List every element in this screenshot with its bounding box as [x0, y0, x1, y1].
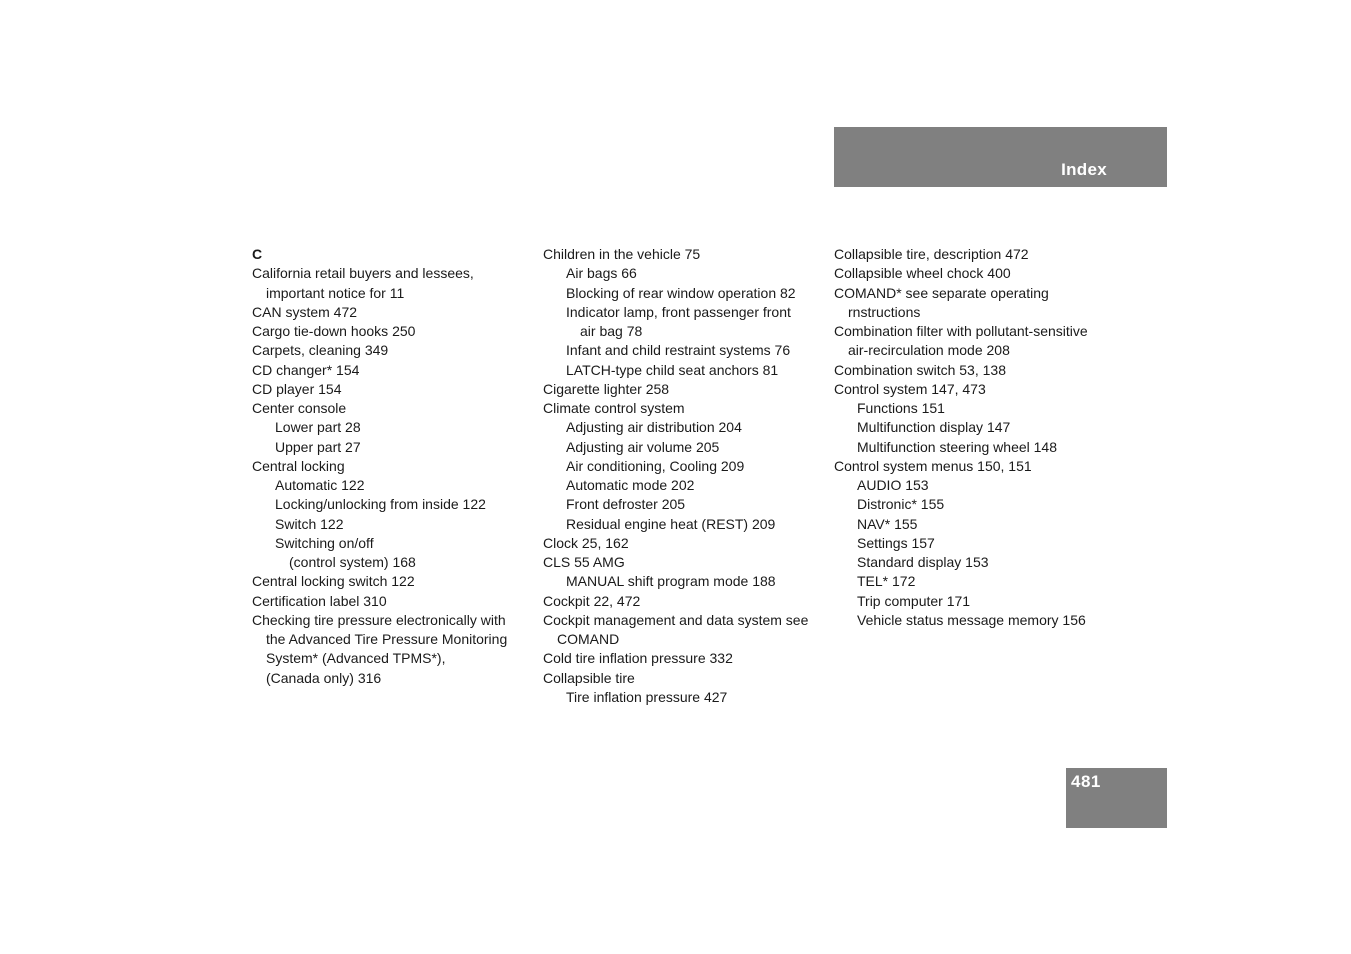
index-subentry: Settings 157 [857, 534, 935, 551]
index-entry-continuation: System* (Advanced TPMS*), [266, 650, 446, 667]
index-subentry: Lower part 28 [275, 419, 361, 436]
index-entry-continuation: important notice for 11 [266, 284, 405, 301]
index-subentry-continuation: (control system) 168 [289, 554, 416, 570]
index-entry: Cigarette lighter 258 [543, 380, 670, 397]
index-subentry: Multifunction steering wheel 148 [857, 438, 1058, 455]
index-subentry: Switch 122 [275, 515, 344, 532]
index-subentry: Switching on/off [275, 534, 374, 551]
index-entry-continuation: the Advanced Tire Pressure Monitoring [266, 631, 508, 647]
index-entry: COMAND* see separate operating [834, 284, 1049, 301]
index-entry: Collapsible tire, description 472 [834, 246, 1029, 262]
index-entry: Control system menus 150, 151 [834, 457, 1032, 474]
index-entry: Children in the vehicle 75 [543, 246, 701, 262]
index-entry: Combination filter with pollutant-sensitive [834, 323, 1088, 339]
index-column-3 [834, 245, 1124, 630]
index-entry: CD changer* 154 [252, 361, 360, 378]
section-letter: C [252, 246, 263, 262]
index-entry: Checking tire pressure electronically with [252, 611, 506, 628]
index-entry: Cockpit 22, 472 [543, 592, 641, 609]
index-subentry: Air conditioning, Cooling 209 [566, 457, 745, 474]
index-entry: Central locking [252, 457, 345, 474]
index-entry-continuation: air-recirculation mode 208 [848, 342, 1010, 359]
index-entry-continuation: rnstructions [848, 303, 921, 320]
page-title: Index [1061, 160, 1107, 179]
index-subentry: Front defroster 205 [566, 496, 686, 513]
index-entry: Cargo tie-down hooks 250 [252, 323, 416, 339]
index-subentry: MANUAL shift program mode 188 [566, 573, 776, 590]
index-header-bar [834, 127, 1167, 187]
index-entry: Climate control system [543, 400, 685, 416]
index-subentry: AUDIO 153 [857, 477, 929, 493]
index-subentry: Air bags 66 [566, 265, 637, 282]
index-entry: Center console [252, 400, 347, 416]
index-entry: Certification label 310 [252, 592, 387, 609]
index-entry: Clock 25, 162 [543, 534, 629, 551]
index-subentry: Adjusting air volume 205 [566, 438, 720, 455]
index-entry: CAN system 472 [252, 303, 358, 320]
index-subentry: Tire inflation pressure 427 [566, 688, 728, 705]
index-column-1 [252, 245, 532, 688]
index-entry-continuation: COMAND [557, 631, 620, 647]
index-entry: Collapsible tire [543, 669, 635, 686]
index-entry: Cold tire inflation pressure 332 [543, 650, 733, 667]
index-entry: California retail buyers and lessees, [252, 265, 474, 282]
index-subentry: Upper part 27 [275, 438, 361, 455]
index-entry: Cockpit management and data system see [543, 611, 809, 628]
index-column-2 [543, 245, 828, 707]
index-subentry: Automatic 122 [275, 477, 365, 493]
index-subentry: Trip computer 171 [857, 592, 971, 609]
index-subentry: NAV* 155 [857, 515, 918, 532]
page-number-tab [1066, 768, 1167, 828]
index-subentry: Vehicle status message memory 156 [857, 611, 1086, 628]
index-subentry: Residual engine heat (REST) 209 [566, 515, 776, 532]
index-entry: Central locking switch 122 [252, 573, 415, 590]
index-entry: Combination switch 53, 138 [834, 361, 1006, 378]
index-entry: Carpets, cleaning 349 [252, 342, 389, 359]
index-subentry: Blocking of rear window operation 82 [566, 284, 796, 301]
index-subentry: Multifunction display 147 [857, 419, 1011, 436]
index-subentry: TEL* 172 [857, 573, 916, 590]
index-subentry: Indicator lamp, front passenger front [566, 303, 791, 320]
index-entry-continuation: (Canada only) 316 [266, 669, 382, 686]
index-entry: Collapsible wheel chock 400 [834, 265, 1011, 282]
index-entry: CLS 55 AMG [543, 554, 625, 570]
index-subentry: Functions 151 [857, 400, 945, 416]
index-subentry: Automatic mode 202 [566, 477, 695, 493]
index-subentry: Adjusting air distribution 204 [566, 419, 742, 436]
index-subentry: Infant and child restraint systems 76 [566, 342, 791, 359]
index-subentry: Distronic* 155 [857, 496, 945, 513]
index-entry: CD player 154 [252, 380, 342, 397]
index-entry: Control system 147, 473 [834, 380, 986, 397]
index-subentry-continuation: air bag 78 [580, 323, 643, 339]
page-number: 481 [1071, 772, 1101, 791]
index-subentry: Locking/unlocking from inside 122 [275, 496, 486, 513]
index-subentry: LATCH-type child seat anchors 81 [566, 361, 779, 378]
index-subentry: Standard display 153 [857, 554, 989, 570]
